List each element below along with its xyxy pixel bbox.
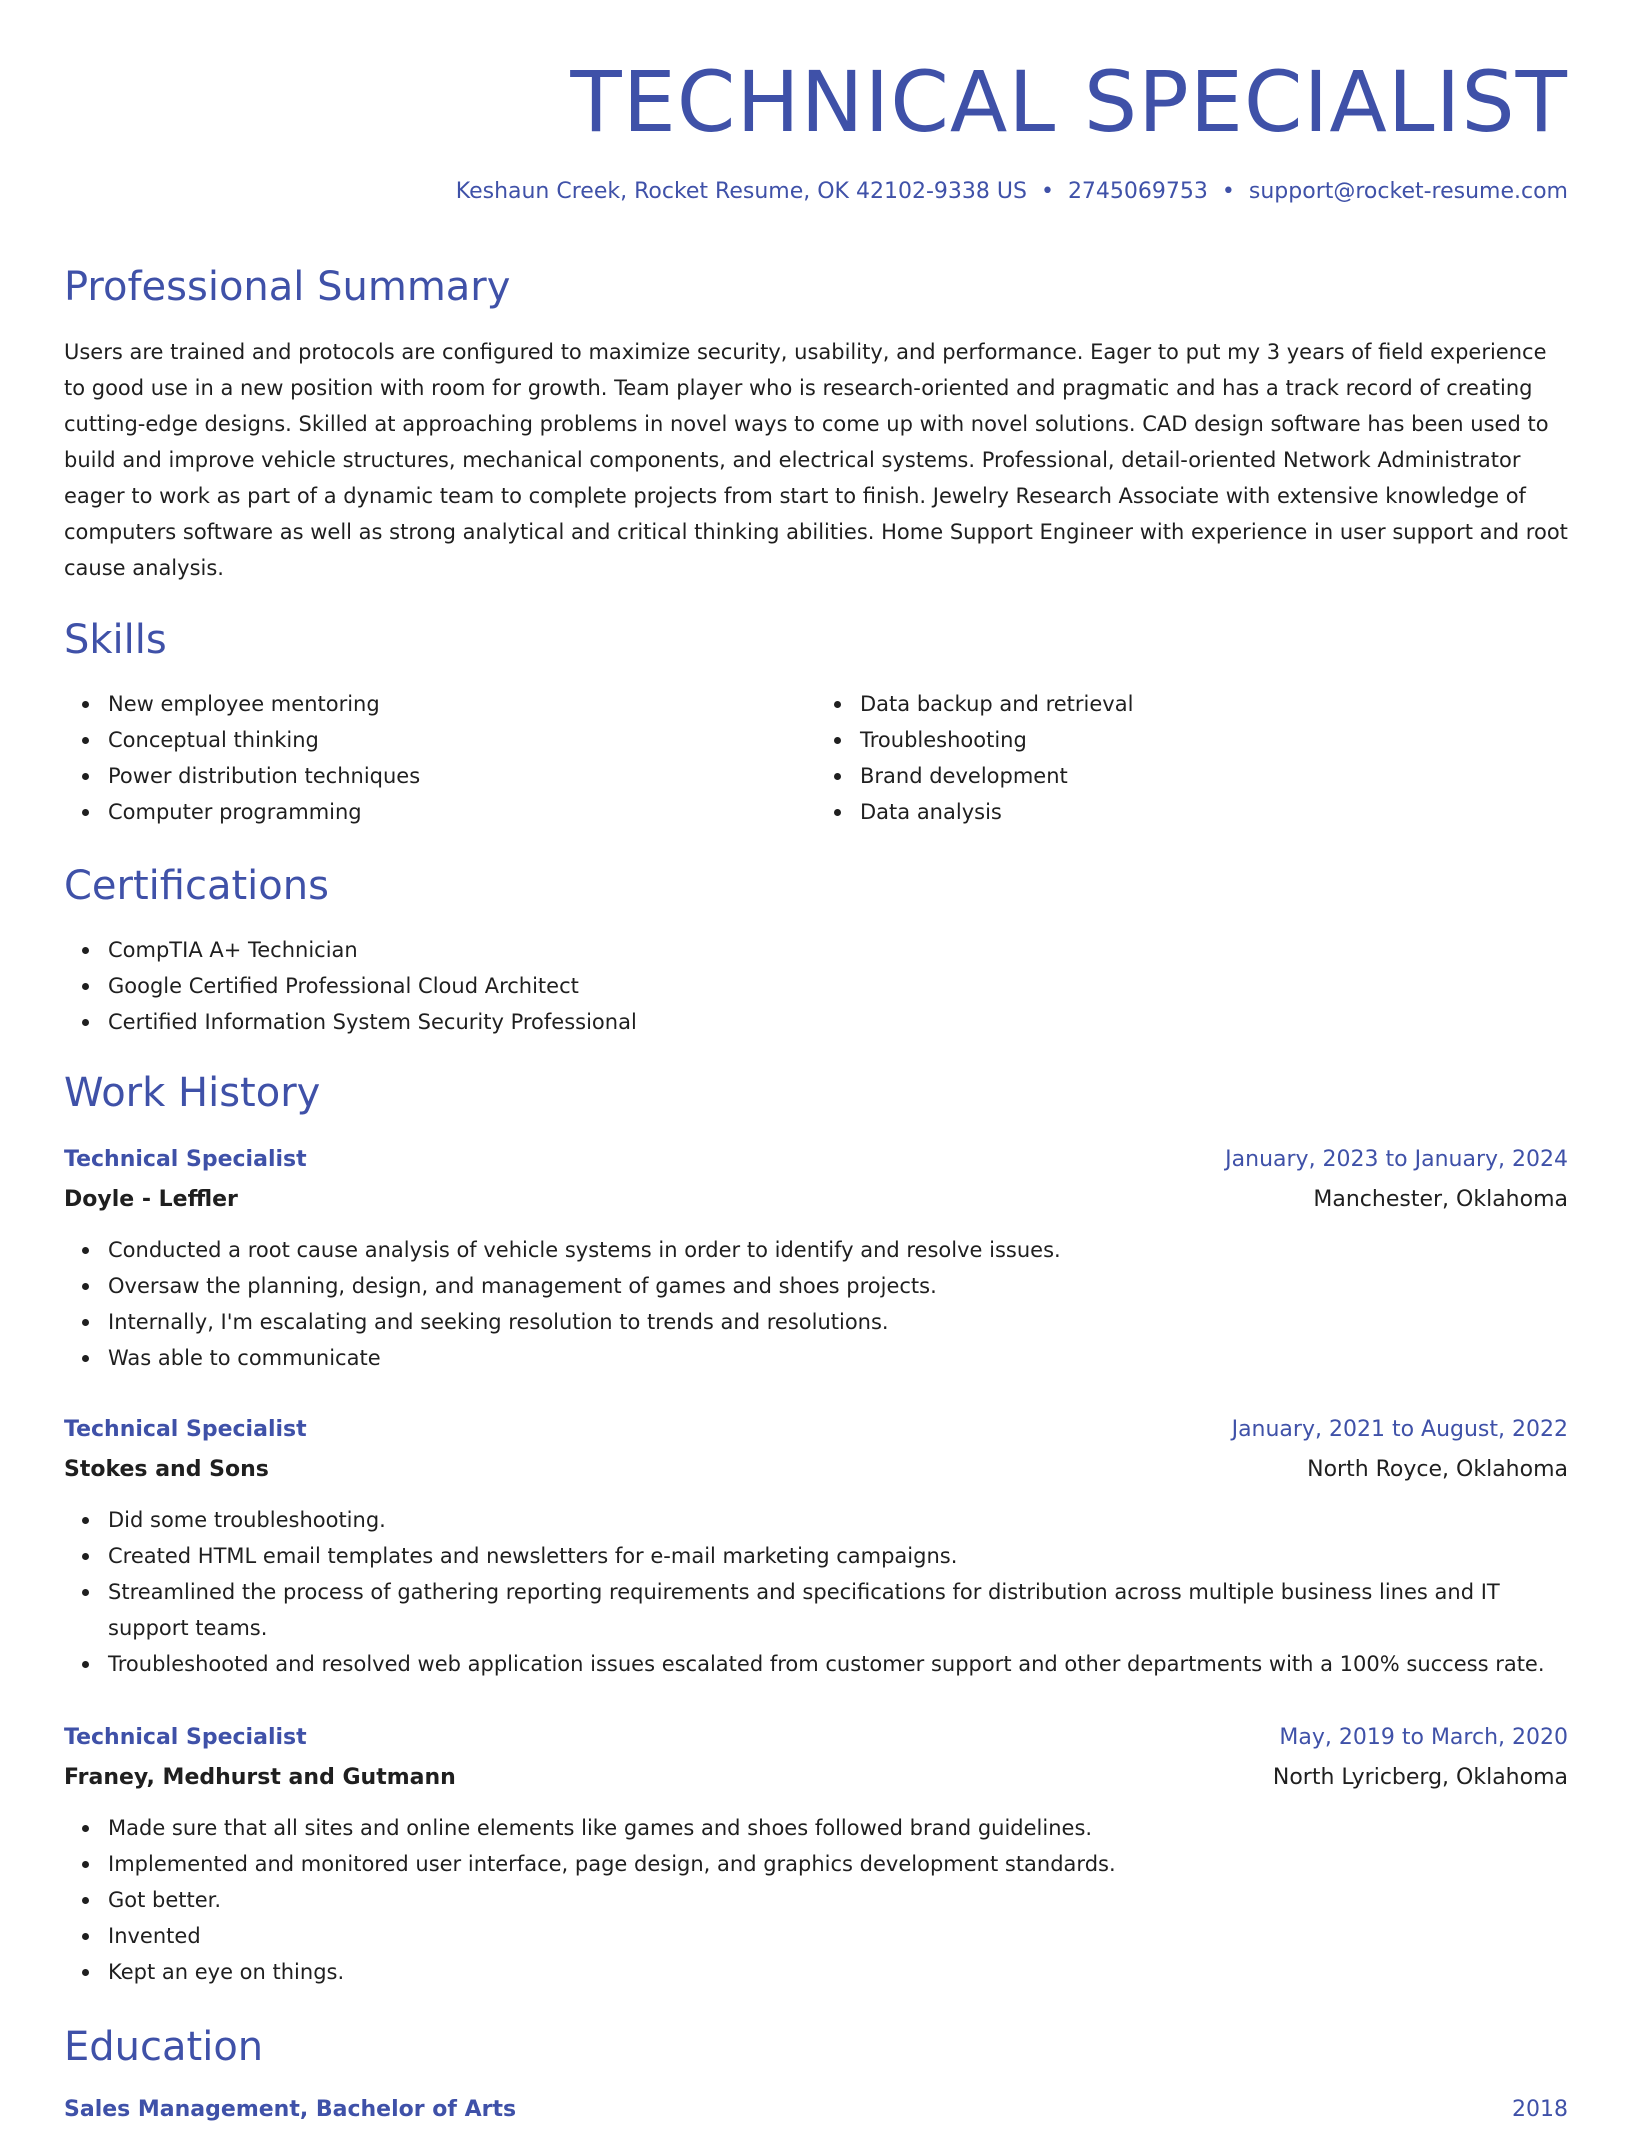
job-entry (64, 1410, 1568, 1682)
job-company: Franey, Medhurst and Gutmann (64, 1765, 456, 1790)
skill-item: Brand development (860, 758, 1568, 794)
job-subheader (64, 1758, 1568, 1798)
job-dates: January, 2023 to January, 2024 (1225, 1147, 1568, 1172)
job-entry (64, 1718, 1568, 1990)
job-bullets (64, 1810, 1568, 1990)
summary-heading: Professional Summary (64, 264, 511, 310)
job-location: Manchester, Oklahoma (1313, 1187, 1568, 1212)
certification-item: CompTIA A+ Technician (108, 932, 1612, 968)
job-location: North Royce, Oklahoma (1307, 1457, 1568, 1482)
certification-item: Certified Information System Security Professional (108, 1004, 1612, 1040)
skills-heading: Skills (64, 617, 167, 663)
job-bullets (64, 1502, 1568, 1682)
skill-item: New employee mentoring (108, 686, 816, 722)
job-bullet: Created HTML email templates and newsletters for e-mail marketing campaigns. (108, 1538, 1568, 1574)
job-bullet: Implemented and monitored user interface, page design, and graphics development standards. (108, 1846, 1568, 1882)
contact-line (64, 176, 1568, 208)
job-header (64, 1140, 1568, 1180)
skills-grid (64, 686, 1568, 830)
summary-text: Users are trained and protocols are configured to maximize security, usability, and performance. Eager to put my 3 years of field experience to good use in a new position with room for growth. Team player who is research-oriented and pragmatic and has a track record of creating cutting-edge designs. Skilled at approaching problems in novel ways to come up with novel solutions. CAD design software has been used to build and improve vehicle structures, mechanical components, and electrical systems. Professional, detail-oriented Network Administrator eager to work as part of a dynamic team to complete projects from start to finish. Jewelry Research Associate with extensive knowledge of computers software as well as strong analytical and critical thinking abilities. Home Support Engineer with experience in user support and root cause analysis. (64, 340, 1568, 580)
contact-separator: • (1040, 179, 1054, 204)
contact-email: support@rocket-resume.com (1248, 179, 1568, 204)
contact-address: Keshaun Creek, Rocket Resume, OK 42102-9338 US (455, 179, 1027, 204)
skill-item: Computer programming (108, 794, 816, 830)
skill-item: Power distribution techniques (108, 758, 816, 794)
job-bullet: Made sure that all sites and online elements like games and shoes followed brand guidelines. (108, 1810, 1568, 1846)
job-subheader (64, 1450, 1568, 1490)
job-bullet: Oversaw the planning, design, and management of games and shoes projects. (108, 1268, 1568, 1304)
job-title: Technical Specialist (64, 1417, 307, 1442)
skills-list-left (64, 686, 816, 830)
education-year: 2018 (1512, 2097, 1568, 2122)
job-subheader (64, 1180, 1568, 1220)
job-bullet: Got better. (108, 1882, 1568, 1918)
job-entry (64, 1140, 1568, 1376)
resume-page (64, 0, 1568, 2122)
job-bullet: Invented (108, 1918, 1568, 1954)
job-title: Technical Specialist (64, 1725, 307, 1750)
certification-item: Google Certified Professional Cloud Architect (108, 968, 1612, 1004)
resume-name: TECHNICAL SPECIALIST (570, 53, 1568, 151)
contact-separator: • (1221, 179, 1235, 204)
skill-item: Conceptual thinking (108, 722, 816, 758)
certifications-heading: Certifications (64, 863, 329, 909)
work-history-heading: Work History (64, 1070, 321, 1116)
job-header (64, 1410, 1568, 1450)
skills-list-right (816, 686, 1568, 830)
job-company: Stokes and Sons (64, 1457, 269, 1482)
job-header (64, 1718, 1568, 1758)
job-bullet: Internally, I'm escalating and seeking resolution to trends and resolutions. (108, 1304, 1568, 1340)
job-bullet: Did some troubleshooting. (108, 1502, 1568, 1538)
certifications-list (64, 932, 1612, 1040)
education-entry (64, 2090, 1568, 2130)
job-bullet: Kept an eye on things. (108, 1954, 1568, 1990)
job-bullet: Conducted a root cause analysis of vehicle systems in order to identify and resolve issues. (108, 1232, 1568, 1268)
job-dates: May, 2019 to March, 2020 (1279, 1725, 1568, 1750)
skill-item: Troubleshooting (860, 722, 1568, 758)
job-bullet: Streamlined the process of gathering reporting requirements and specifications for distribution across multiple business lines and IT support teams. (108, 1574, 1568, 1646)
job-title: Technical Specialist (64, 1147, 307, 1172)
job-company: Doyle - Leffler (64, 1187, 238, 1212)
education-heading: Education (64, 2024, 264, 2070)
contact-phone: 2745069753 (1067, 179, 1208, 204)
job-bullet: Was able to communicate (108, 1340, 1568, 1376)
skill-item: Data analysis (860, 794, 1568, 830)
education-degree: Sales Management, Bachelor of Arts (64, 2097, 517, 2122)
job-bullet: Troubleshooted and resolved web application issues escalated from customer support and other departments with a 100% success rate. (108, 1646, 1568, 1682)
job-bullets (64, 1232, 1568, 1376)
skill-item: Data backup and retrieval (860, 686, 1568, 722)
job-dates: January, 2021 to August, 2022 (1231, 1417, 1568, 1442)
job-location: North Lyricberg, Oklahoma (1272, 1765, 1568, 1790)
